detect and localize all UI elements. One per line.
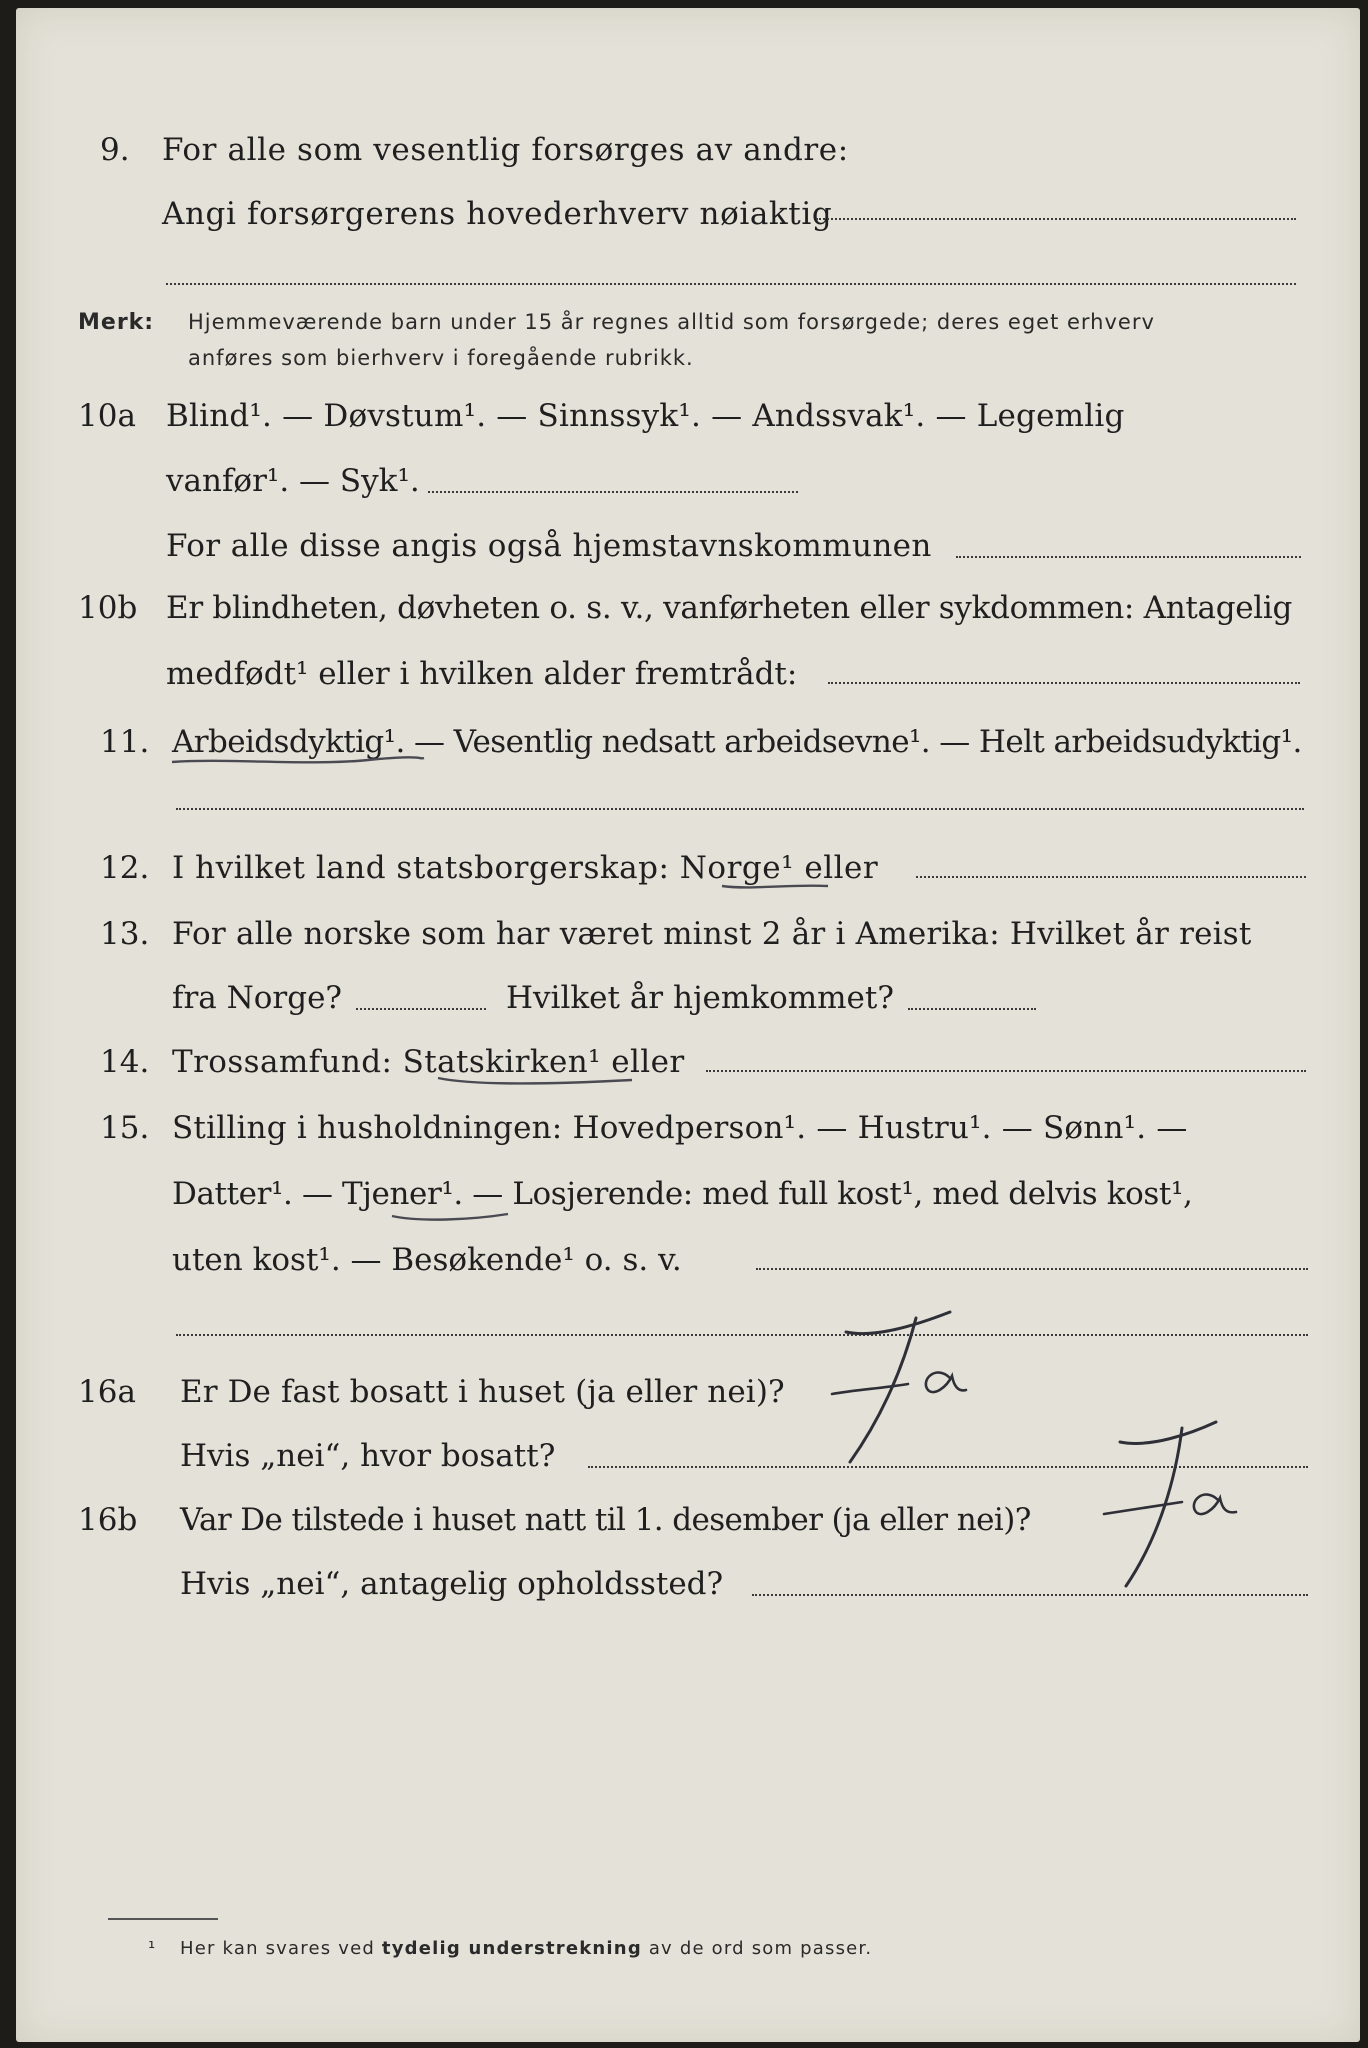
q14-number: 14. <box>100 1044 150 1080</box>
q15-text-line2: Datter¹. — Tjener¹. — Losjerende: med full kost¹, med delvis kost¹, <box>172 1176 1193 1212</box>
q10a-hjemstavn-line[interactable] <box>956 556 1301 558</box>
merk-label: Merk: <box>78 310 155 335</box>
merk-text-line2: anføres som bierhverv i foregående rubrikk. <box>188 346 694 370</box>
paper-sheet <box>16 8 1360 2042</box>
q16b-text-line2: Hvis „nei“, antagelig opholdssted? <box>180 1566 724 1602</box>
q9-number: 9. <box>100 132 130 168</box>
q16b-handwritten-answer <box>1090 1416 1250 1596</box>
q9-text-line2: Angi forsørgerens hovederhverv nøiaktig <box>162 196 833 232</box>
q16a-handwritten-answer <box>824 1304 984 1474</box>
footnote-text-pre: Her kan svares ved <box>180 1938 382 1959</box>
q15-answer-line[interactable] <box>756 1268 1308 1270</box>
q14-handwritten-underline <box>436 1074 636 1088</box>
q11-handwritten-underline <box>168 754 428 768</box>
footnote-mark: ¹ <box>148 1938 157 1959</box>
q15-text-line1: Stilling i husholdningen: Hovedperson¹. — Hustru¹. — Sønn¹. — <box>172 1110 1188 1146</box>
footnote-text-bold: tydelig understrekning <box>381 1938 642 1959</box>
q14-text-line1: Trossamfund: Statskirken¹ eller <box>172 1044 685 1080</box>
q12-handwritten-underline <box>720 880 830 894</box>
q10a-text-line3: For alle disse angis også hjemstavnskommunen <box>166 528 932 564</box>
q14-answer-line[interactable] <box>706 1070 1306 1072</box>
q13-text-line1: For alle norske som har været minst 2 år i Amerika: Hvilket år reist <box>172 916 1252 952</box>
q13-reist-line[interactable] <box>356 1008 486 1010</box>
q10b-text-line1: Er blindheten, døvheten o. s. v., vanførheten eller sykdommen: Antagelig <box>166 590 1293 626</box>
q10a-answer-line[interactable] <box>428 491 798 493</box>
q13-text-line2b: Hvilket år hjemkommet? <box>506 980 894 1016</box>
q13-text-line2a: fra Norge? <box>172 980 343 1016</box>
q10b-answer-line[interactable] <box>828 682 1300 684</box>
q12-number: 12. <box>100 850 150 886</box>
q16b-text-line1: Var De tilstede i huset natt til 1. desember (ja eller nei)? <box>180 1502 1031 1538</box>
q9-text-line1: For alle som vesentlig forsørges av andre: <box>162 132 849 168</box>
q16a-text-line1: Er De fast bosatt i huset (ja eller nei)? <box>180 1374 785 1410</box>
q13-hjemkommet-line[interactable] <box>908 1008 1036 1010</box>
q12-text-line1: I hvilket land statsborgerskap: Norge¹ eller <box>172 850 879 886</box>
q9-answer-line[interactable] <box>816 218 1296 220</box>
q11-text-line1: Arbeidsdyktig¹. — Vesentlig nedsatt arbeidsevne¹. — Helt arbeidsudyktig¹. <box>172 724 1302 760</box>
q10b-number: 10b <box>78 590 138 626</box>
q10a-text-line1: Blind¹. — Døvstum¹. — Sinnssyk¹. — Andssvak¹. — Legemlig <box>166 398 1125 434</box>
q15-number: 15. <box>100 1110 150 1146</box>
q10b-text-line2: medfødt¹ eller i hvilken alder fremtrådt: <box>166 656 798 692</box>
q11-number: 11. <box>100 724 150 760</box>
q15-answer-line-2[interactable] <box>176 1334 1308 1336</box>
q15-text-line3: uten kost¹. — Besøkende¹ o. s. v. <box>172 1242 682 1278</box>
q11-answer-line[interactable] <box>176 808 1304 810</box>
q15-handwritten-underline <box>390 1208 510 1224</box>
q16a-text-line2: Hvis „nei“, hvor bosatt? <box>180 1438 556 1474</box>
merk-text-line1: Hjemmeværende barn under 15 år regnes alltid som forsørgede; deres eget erhverv <box>188 310 1155 334</box>
footnote-text-post: av de ord som passer. <box>641 1938 873 1959</box>
q16b-number: 16b <box>78 1502 138 1538</box>
footnote-text <box>180 1938 872 1959</box>
footnote-separator <box>108 1918 218 1920</box>
q9-answer-line-2[interactable] <box>166 283 1296 285</box>
q10a-number: 10a <box>78 398 136 434</box>
q12-answer-line[interactable] <box>916 876 1306 878</box>
q16a-number: 16a <box>78 1374 136 1410</box>
q10a-text-line2: vanfør¹. — Syk¹. <box>166 463 420 499</box>
q13-number: 13. <box>100 916 150 952</box>
